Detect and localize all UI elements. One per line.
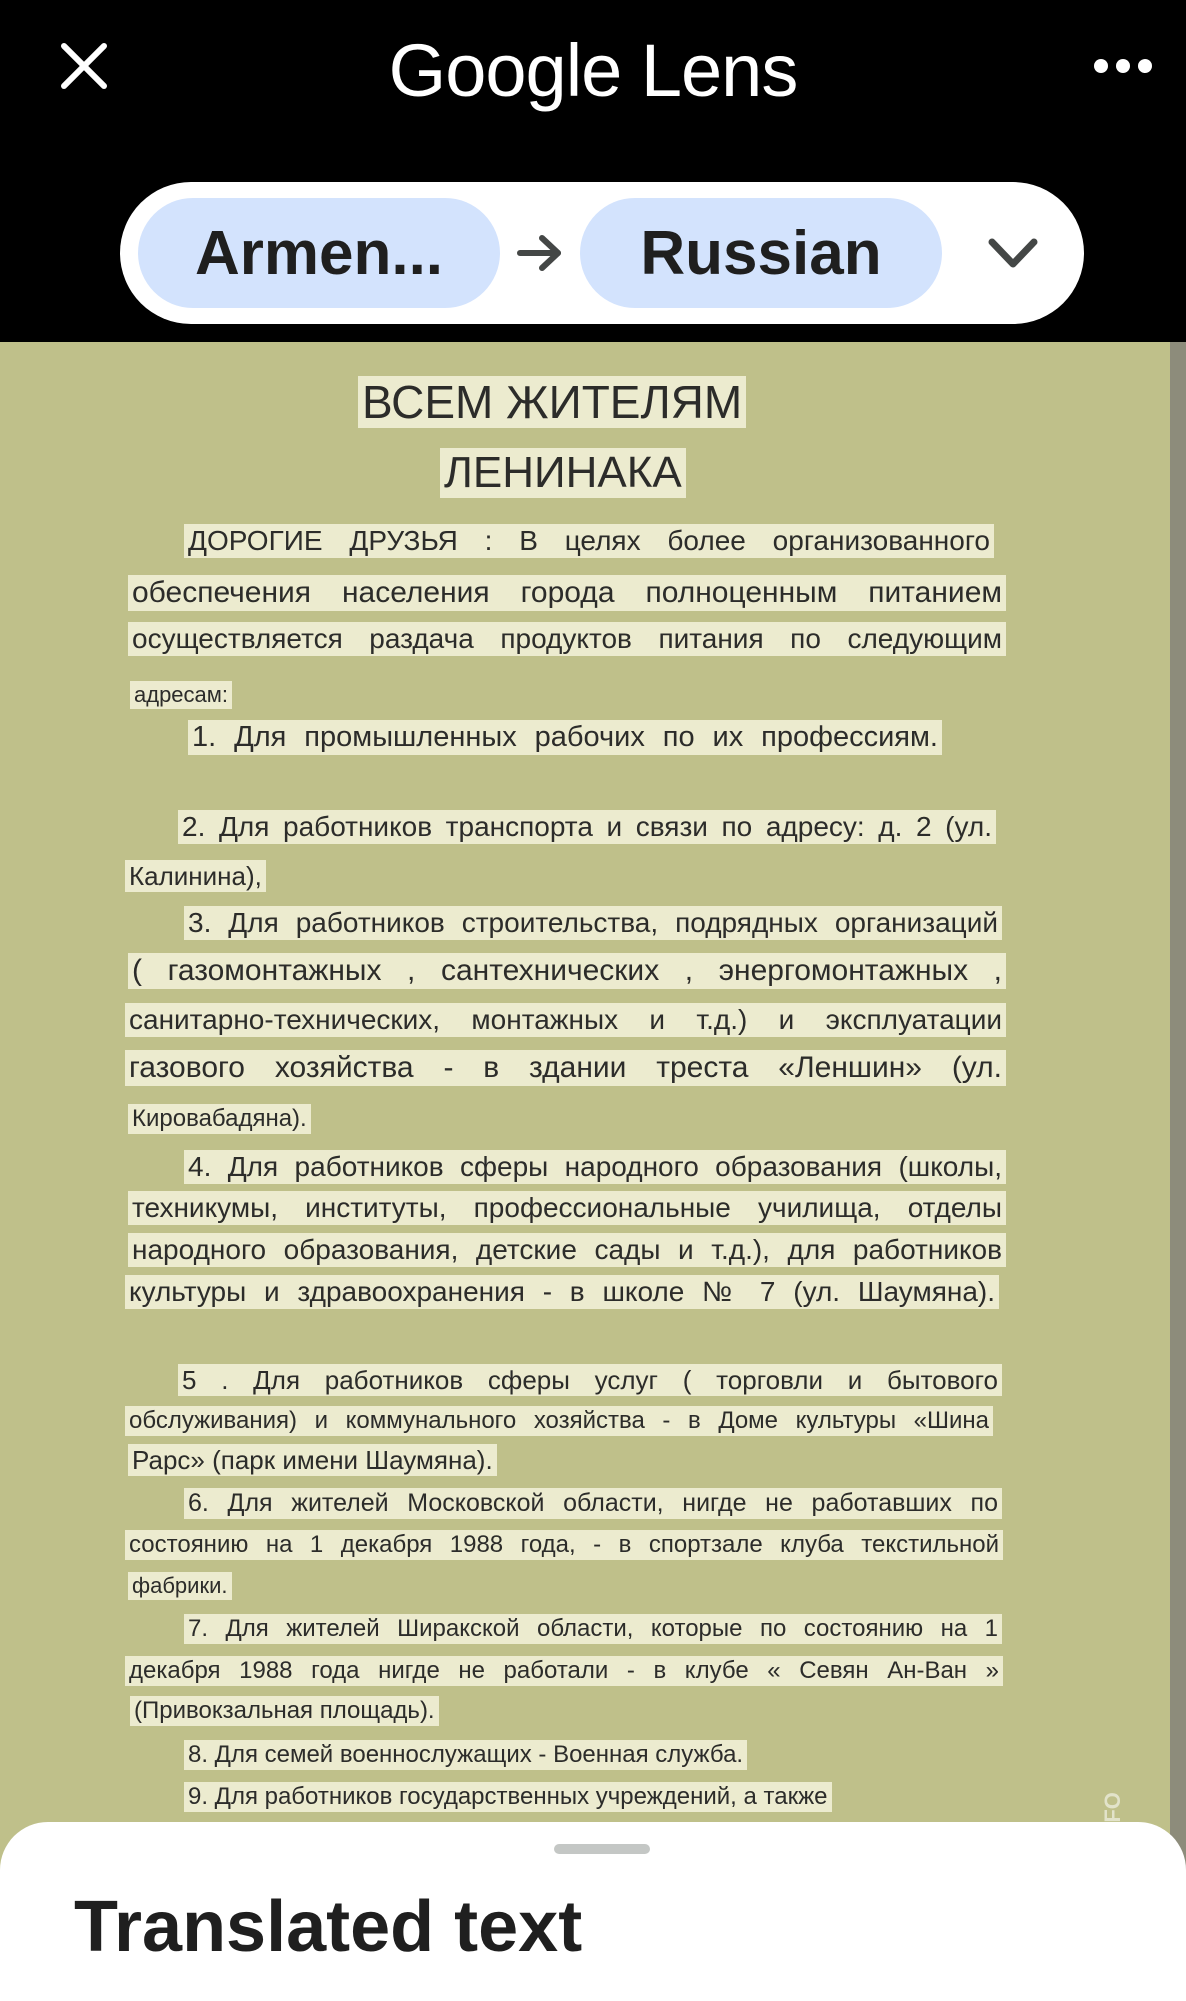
document-text-line[interactable]: ДОРОГИЕ ДРУЗЬЯ : В целях более организованного bbox=[184, 524, 994, 558]
top-app-bar bbox=[0, 0, 1186, 342]
document-text-line[interactable]: Рарс» (парк имени Шаумяна). bbox=[128, 1444, 497, 1476]
document-text-line[interactable]: техникумы, институты, профессиональные училища, отделы bbox=[128, 1191, 1006, 1225]
document-text-line[interactable]: 2. Для работников транспорта и связи по адресу: д. 2 (ул. bbox=[178, 810, 996, 844]
chevron-down-icon[interactable] bbox=[982, 228, 1044, 278]
document-text-line[interactable]: фабрики. bbox=[128, 1572, 232, 1600]
document-text-line[interactable]: обслуживания) и коммунального хозяйства - в Доме культуры «Шина bbox=[125, 1406, 993, 1436]
document-text-line[interactable]: Калинина), bbox=[125, 860, 266, 892]
document-text-line[interactable]: 7. Для жителей Ширакской области, которые по состоянию на 1 bbox=[184, 1614, 1002, 1644]
document-text-line[interactable]: обеспечения населения города полноценным питанием bbox=[128, 575, 1006, 611]
document-text-line[interactable]: состоянию на 1 декабря 1988 года, - в спортзале клуба текстильной bbox=[125, 1530, 1003, 1560]
document-text-line[interactable]: декабря 1988 года нигде не работали - в клубе « Севян Ан-Ван » bbox=[125, 1656, 1003, 1686]
document-text-line[interactable]: 9. Для работников государственных учреждений, а также bbox=[184, 1782, 832, 1812]
document-text-line[interactable]: газового хозяйства - в здании треста «Леншин» (ул. bbox=[125, 1050, 1006, 1086]
translated-text-title: Translated text bbox=[74, 1887, 583, 1967]
translated-document-image bbox=[0, 342, 1170, 2001]
document-text-line[interactable]: 8. Для семей военнослужащих - Военная служба. bbox=[184, 1740, 747, 1770]
document-text-line[interactable]: ( газомонтажных , сантехнических , энергомонтажных , bbox=[128, 953, 1006, 989]
document-text-line[interactable]: санитарно-технических, монтажных и т.д.) и эксплуатации bbox=[125, 1003, 1006, 1037]
document-text-line[interactable]: народного образования, детские сады и т.д.), для работников bbox=[128, 1233, 1006, 1267]
document-edge bbox=[1170, 342, 1186, 2001]
arrow-right-icon bbox=[512, 230, 568, 276]
document-text-line[interactable]: (Привокзальная площадь). bbox=[130, 1696, 439, 1726]
more-vert-icon[interactable] bbox=[1090, 44, 1160, 88]
document-text-line[interactable]: 3. Для работников строительства, подрядных организаций bbox=[184, 906, 1002, 940]
app-title: Google Lens bbox=[388, 29, 798, 112]
language-selector-bar bbox=[120, 182, 1084, 324]
document-text-line[interactable]: осуществляется раздача продуктов питания по следующим bbox=[128, 622, 1006, 656]
document-heading-line[interactable]: ВСЕМ ЖИТЕЛЯМ bbox=[358, 376, 746, 428]
document-text-line[interactable]: адресам: bbox=[130, 681, 232, 709]
target-language-button[interactable]: Russian bbox=[580, 198, 942, 308]
document-text-line[interactable]: 5 . Для работников сферы услуг ( торговли и бытового bbox=[178, 1364, 1002, 1396]
document-text-line[interactable]: Кировабадяна). bbox=[128, 1104, 311, 1134]
source-language-button[interactable]: Armen... bbox=[138, 198, 500, 308]
document-text-line[interactable]: 4. Для работников сферы народного образования (школы, bbox=[184, 1150, 1006, 1184]
bottom-sheet[interactable] bbox=[0, 1822, 1186, 2001]
document-text-line[interactable]: 1. Для промышленных рабочих по их профессиям. bbox=[188, 720, 942, 755]
drag-handle[interactable] bbox=[554, 1844, 650, 1854]
document-heading-line[interactable]: ЛЕНИНАКА bbox=[440, 448, 686, 498]
document-text-line[interactable]: 6. Для жителей Московской области, нигде не работавших по bbox=[184, 1488, 1002, 1519]
document-text-line[interactable]: культуры и здравоохранения - в школе № 7 (ул. Шаумяна). bbox=[125, 1275, 999, 1309]
